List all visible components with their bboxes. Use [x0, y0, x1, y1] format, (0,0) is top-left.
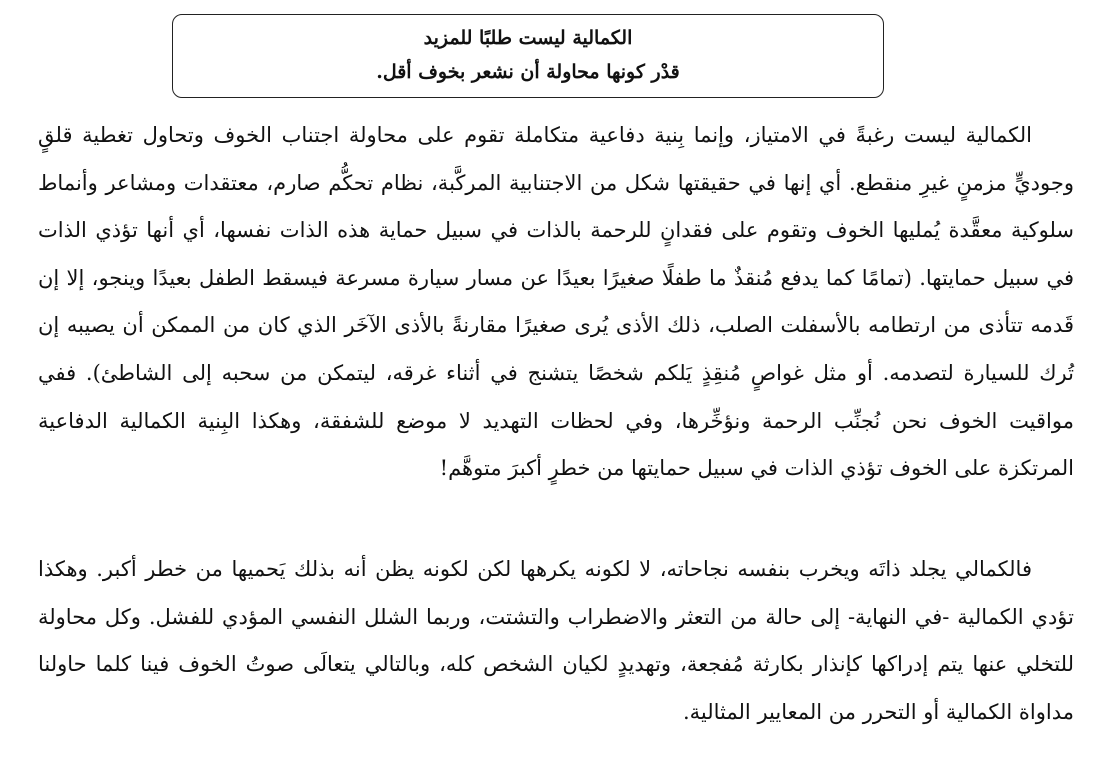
title-line-2: قدْر كونها محاولة أن نشعر بخوف أقل.: [376, 61, 680, 83]
title-line-1: الكمالية ليست طلبًا للمزيد: [423, 27, 633, 49]
paragraph-1: الكمالية ليست رغبةً في الامتياز، وإنما بِنية دفاعية متكاملة تقوم على محاولة اجتناب الخوف وتحاول تغطية قلقٍ وجوديٍّ مزمنٍ غيرِ منقطع. أي إنها في حقيقتها شكل من الاجتنابية المركَّبة، نظام تحكُّم صارم، معتقدات ومشاعر وأنماط سلوكية معقَّدة يُمليها الخوف وتقوم على فقدانٍ للرحمة بالذات في سبيل حماية هذه الذات نفسها، أي أنها تؤذي الذات في سبيل حمايتها. (تمامًا كما يدفع مُنقذٌ ما طفلًا صغيرًا بعيدًا عن مسار سيارة مسرعة فيسقط الطفل بعيدًا وينجو، إلا إن قَدمه تتأذى من ارتطامه بالأسفلت الصلب، ذلك الأذى يُرى صغيرًا مقارنةً بالأذى الآخَر الذي كان من الممكن أن يصيبه إن تُرك للسيارة لتصدمه. أو مثل غواصٍ مُنقِذٍ يَلكم شخصًا يتشنج في أثناء غرقه، ليتمكن من سحبه إلى الشاطئ). ففي مواقيت الخوف نحن نُجنِّب الرحمة ونؤخِّرها، وفي لحظات التهديد لا موضع للشفقة، وهكذا البِنية الكمالية الدفاعية المرتكزة على الخوف تؤذي الذات في سبيل حمايتها من خطرٍ أكبرَ متوهَّم!: [38, 123, 1074, 481]
title-box: [172, 14, 884, 98]
paragraph-2: فالكمالي يجلد ذاتَه ويخرب بنفسه نجاحاته، لا لكونه يكرهها لكن لكونه يظن أنه بذلك يَحميها من خطر أكبر. وهكذا تؤدي الكمالية -في النهاية- إلى حالة من التعثر والاضطراب والتشتت، وربما الشلل النفسي المؤدي للفشل. وكل محاولة للتخلي عنها يتم إدراكها كإنذار بكارثة مُفجعة، وتهديدٍ لكيان الشخص كله، وبالتالي يتعالَى صوتُ الخوف فينا كلما حاولنا مداواة الكمالية أو التحرر من المعايير المثالية.: [38, 557, 1074, 724]
